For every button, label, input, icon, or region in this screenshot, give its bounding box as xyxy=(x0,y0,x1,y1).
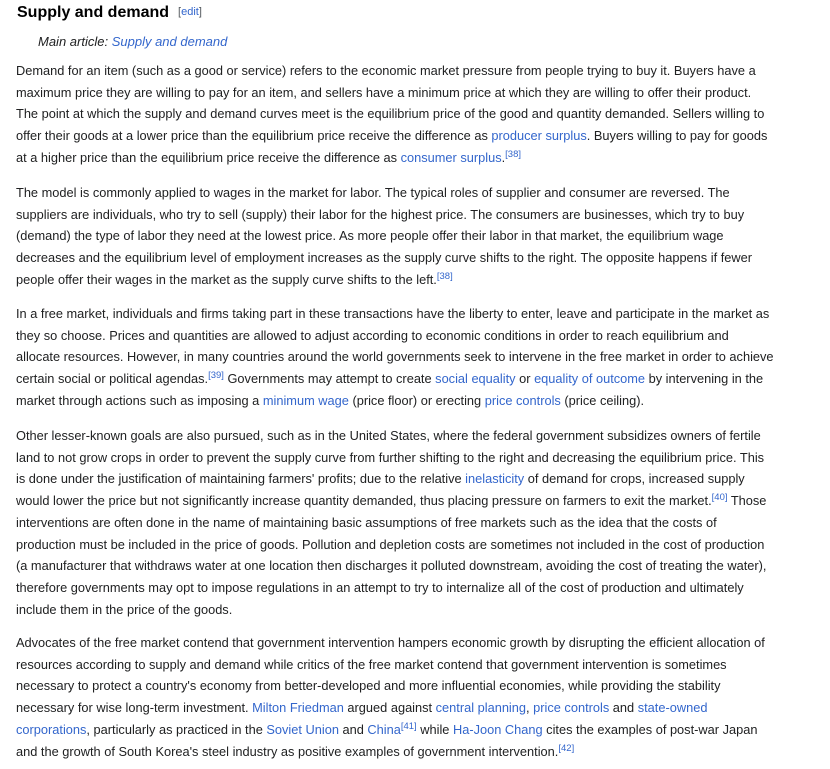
edit-section-link[interactable]: edit xyxy=(181,6,199,18)
paragraph-2 xyxy=(16,182,816,291)
paragraph-line: decreases and the equilibrium level of employment increases as the supply curve shifts to the right. The opposite happens if fewer xyxy=(16,250,752,266)
paragraph-line: would lower the price but not significantly increase quantity demanded, thus placing pressure on farmers to exit the market.[40] Those xyxy=(16,492,767,509)
paragraph-line: is done under the justification of maintaining farmers' profits; due to the relative inelasticity of demand for crops, increased supply xyxy=(16,471,745,487)
main-article-link[interactable]: Supply and demand xyxy=(111,34,228,49)
citation-39[interactable]: [39] xyxy=(208,370,224,382)
citation-40[interactable]: [40] xyxy=(711,492,728,504)
paragraph-line: Demand for an item (such as a good or service) refers to the economic market pressure from people trying to buy it. Buyers have a xyxy=(16,63,756,78)
paragraph-line: people offer their wages in the market as the supply curve shifts to the left.[38] xyxy=(16,270,453,287)
citation-38[interactable]: [38] xyxy=(505,148,522,160)
paragraph-line: certain social or political agendas.[39] Governments may attempt to create social equality or equality of outcome by intervening in the xyxy=(16,370,764,387)
paragraph-line: (a manufacturer that withdraws water at one location then discharges it polluted downstream, avoiding the cost of treating the water), xyxy=(16,558,767,574)
paragraph-line: necessary to protect a country's economy from better-developed and more influential economies, while providing the stability xyxy=(16,678,721,694)
ha-joon-chang-link[interactable]: Ha-Joon Chang xyxy=(452,721,543,737)
paragraph-line: Other lesser-known goals are also pursued, such as in the United States, where the federal government subsidizes owners of fertile xyxy=(16,428,761,443)
central-planning-link[interactable]: central planning xyxy=(435,700,527,716)
paragraph-3 xyxy=(16,303,816,412)
edit-section: [edit] xyxy=(178,6,202,18)
paragraph-line: production must be included in the price of goods. Pollution and depletion costs are sometimes not included in the cost of production xyxy=(16,536,765,552)
paragraph-line: land to not grow crops in order to prevent the supply curve from further shifting to the right and decreasing the equilibrium price. This xyxy=(16,449,765,465)
citation-41[interactable]: [41] xyxy=(400,720,417,732)
paragraph-line: The model is commonly applied to wages in the market for labor. The typical roles of supplier and consumer are reversed. The xyxy=(16,185,730,200)
paragraph-line: include them in the price of the goods. xyxy=(16,601,233,617)
paragraph-line: maximum price they are willing to pay for an item, and sellers have a minimum price at which they are willing to offer their product. xyxy=(16,84,752,100)
inelasticity-link[interactable]: inelasticity xyxy=(465,471,525,487)
china-link[interactable]: China xyxy=(367,721,401,737)
citation-38[interactable]: [38] xyxy=(436,270,453,282)
paragraph-line: corporations, particularly as practiced in the Soviet Union and China[41] while Ha-Joon Chang cites the examples of post-war Japan xyxy=(16,720,758,737)
paragraph-1 xyxy=(16,60,816,169)
citation-42[interactable]: [42] xyxy=(558,742,575,754)
section-title: Supply and demand xyxy=(17,4,170,21)
paragraph-line: In a free market, individuals and firms taking part in these transactions have the liberty to enter, leave and participate in the market as xyxy=(16,306,770,321)
consumer-surplus-link[interactable]: consumer surplus xyxy=(400,149,502,165)
soviet-union-link[interactable]: Soviet Union xyxy=(266,721,339,737)
minimum-wage-link[interactable]: minimum wage xyxy=(262,392,349,408)
paragraph-line: resources according to supply and demand while critics of the free market contend that government intervention is sometimes xyxy=(16,656,727,672)
paragraph-line: they so choose. Prices and quantities are allowed to adjust according to economic conditions in order to reach equilibrium and xyxy=(16,327,729,343)
paragraph-line: therefore governments may opt to impose regulations in an attempt to try to internalize all of the cost of production and ultimately xyxy=(16,579,744,595)
paragraph-line: necessary for wise long-term investment. Milton Friedman argued against central planning, price controls and state-owned xyxy=(16,700,708,716)
paragraph-line: offer their goods at a lower price than the equilibrium price receive the difference as producer surplus. Buyers willing to pay for goods xyxy=(16,128,768,144)
section-heading xyxy=(17,4,202,22)
milton-friedman-link[interactable]: Milton Friedman xyxy=(252,700,344,716)
state-owned-corporations-link[interactable]: corporations xyxy=(16,721,87,737)
paragraph-line: Advocates of the free market contend that government intervention hampers economic growth by disrupting the efficient allocation of xyxy=(16,635,765,650)
state-owned-corporations-link[interactable]: state-owned xyxy=(637,700,708,716)
paragraph-4 xyxy=(16,425,816,620)
paragraph-line: (demand) the type of labor they need at the lowest price. As more people offer their labor in that market, the equilibrium wage xyxy=(16,228,724,244)
paragraph-line: suppliers are individuals, who try to sell (supply) their labor for the highest price. The consumers are businesses, which try to buy xyxy=(16,206,745,222)
paragraph-line: and the growth of South Korea's steel industry as positive examples of government intervention.[42] xyxy=(16,742,575,759)
main-article-hatnote xyxy=(38,34,227,49)
paragraph-5 xyxy=(16,632,816,762)
social-equality-link[interactable]: social equality xyxy=(435,371,516,387)
hatnote-prefix: Main article: xyxy=(38,34,112,49)
paragraph-line: interventions are often done in the name of maintaining basic assumptions of free markets such as the idea that the costs of xyxy=(16,514,717,530)
price-controls-link[interactable]: price controls xyxy=(484,392,561,408)
paragraph-line: at a higher price than the equilibrium price receive the difference as consumer surplus.[38] xyxy=(16,148,522,165)
producer-surplus-link[interactable]: producer surplus xyxy=(491,128,587,144)
price-controls-link[interactable]: price controls xyxy=(533,700,610,716)
paragraph-line: The point at which the supply and demand curves meet is the equilibrium price of the good and quantity demanded. Sellers willing to xyxy=(16,106,765,122)
equality-of-outcome-link[interactable]: equality of outcome xyxy=(534,371,646,387)
paragraph-line: market through actions such as imposing a minimum wage (price floor) or erecting price controls (price ceiling). xyxy=(16,392,645,408)
paragraph-line: allocate resources. However, in many countries around the world governments seek to intervene in the free market in order to achieve xyxy=(16,349,774,365)
